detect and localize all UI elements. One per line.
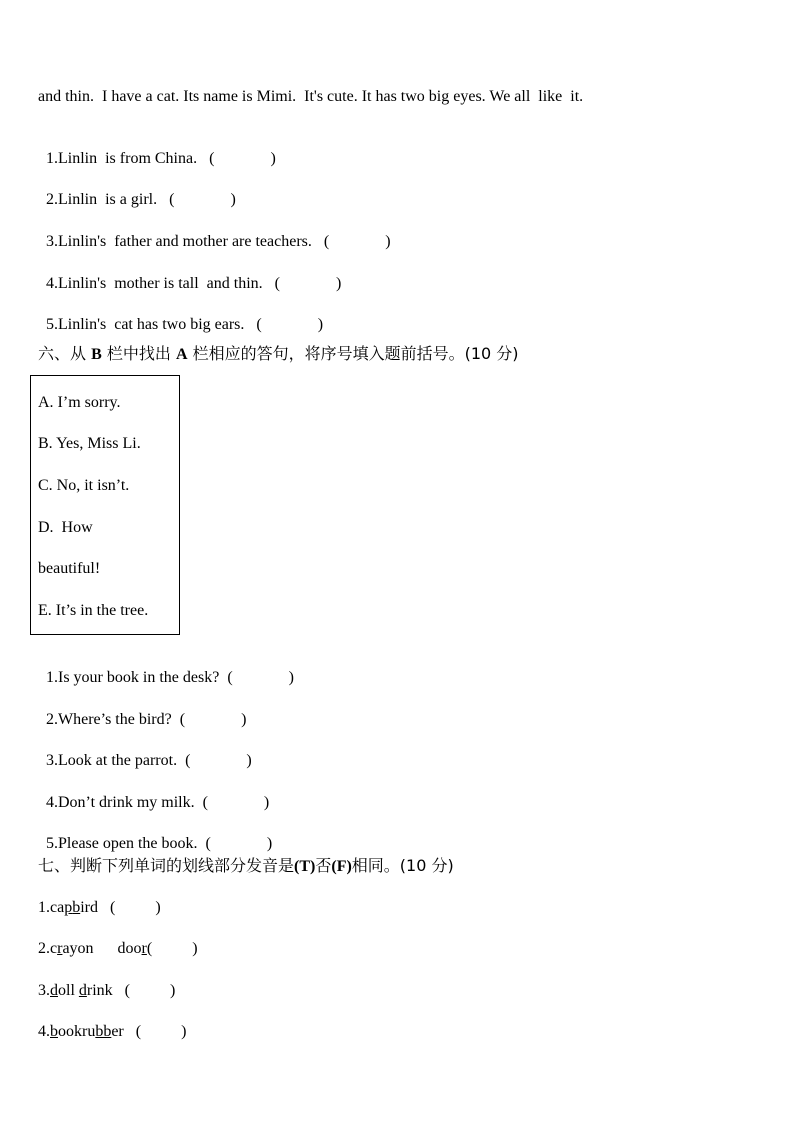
answer-paren: ( ) xyxy=(124,982,176,999)
underlined-part: bb xyxy=(95,1023,112,1040)
option-d-continued: beautiful! xyxy=(38,560,101,577)
underlined-part: d xyxy=(78,982,87,999)
question-6-2 xyxy=(38,690,246,730)
question-text: 3.Linlin's father and mother are teachers. xyxy=(46,233,312,250)
underlined-part: p xyxy=(64,899,73,916)
question-text: 4.Don’t drink my milk. xyxy=(46,794,195,811)
answer-paren: ( ) xyxy=(169,191,236,208)
answer-paren: ( ) xyxy=(209,150,276,167)
question-6-4 xyxy=(38,773,269,813)
question-text: 1.Linlin is from China. xyxy=(46,150,198,167)
option-d: D. How xyxy=(38,519,93,536)
option-c: C. No, it isn’t. xyxy=(38,477,130,494)
answer-paren: ( ) xyxy=(205,835,273,852)
question-text: 5.Linlin's cat has two big ears. xyxy=(46,316,245,333)
option-b: B. Yes, Miss Li. xyxy=(38,435,141,452)
question-text: 3.Look at the parrot. xyxy=(46,752,178,769)
answer-paren: ( ) xyxy=(256,316,324,333)
answer-paren: ( ) xyxy=(274,275,342,292)
section-7-title: 七、判断下列单词的划线部分发音是(T)否(F)相同。(10 分) xyxy=(38,856,454,875)
underlined-part: r xyxy=(57,940,63,957)
question-text: 5.Please open the book. xyxy=(46,835,198,852)
question-text: 4.Linlin's mother is tall and thin. xyxy=(46,275,263,292)
question-7-1: 1.capbird ( ) xyxy=(38,899,161,916)
question-6-3 xyxy=(38,731,252,771)
answer-paren: ( ) xyxy=(227,669,294,686)
question-text: 1.Is your book in the desk? xyxy=(46,669,220,686)
answer-paren: ( ) xyxy=(202,794,270,811)
underlined-part: d xyxy=(50,982,58,999)
question-6-1 xyxy=(38,648,294,688)
answer-paren: ( ) xyxy=(185,752,252,769)
question-7-3: 3.doll drink ( ) xyxy=(38,982,176,999)
answer-paren: ( ) xyxy=(323,233,391,250)
question-text: 2.Linlin is a girl. xyxy=(46,191,158,208)
question-5-3 xyxy=(38,212,391,252)
underlined-part: b xyxy=(72,899,81,916)
question-6-5 xyxy=(38,814,272,854)
question-5-2 xyxy=(38,170,236,210)
options-box xyxy=(30,375,180,635)
answer-paren: ( ) xyxy=(109,899,161,916)
answer-paren: ( ) xyxy=(179,711,247,728)
option-e: E. It’s in the tree. xyxy=(38,602,149,619)
answer-paren: ( ) xyxy=(135,1023,187,1040)
passage-tail: and thin. I have a cat. Its name is Mimi. It's cute. It has two big eyes. We all like it. xyxy=(38,88,584,105)
question-5-5 xyxy=(38,295,323,335)
section-6-title: 六、从 B 栏中找出 A 栏相应的答句，将序号填入题前括号。(10 分) xyxy=(38,344,519,363)
question-7-4: 4.bookrubber ( ) xyxy=(38,1023,187,1040)
underlined-part: b xyxy=(50,1023,58,1040)
question-text: 2.Where’s the bird? xyxy=(46,711,172,728)
question-5-1 xyxy=(38,129,276,169)
question-5-4 xyxy=(38,254,341,294)
question-7-2: 2.crayon door( ) xyxy=(38,940,198,957)
answer-paren: ( ) xyxy=(146,940,198,957)
underlined-part: r xyxy=(141,940,147,957)
option-a: A. I’m sorry. xyxy=(38,394,121,411)
